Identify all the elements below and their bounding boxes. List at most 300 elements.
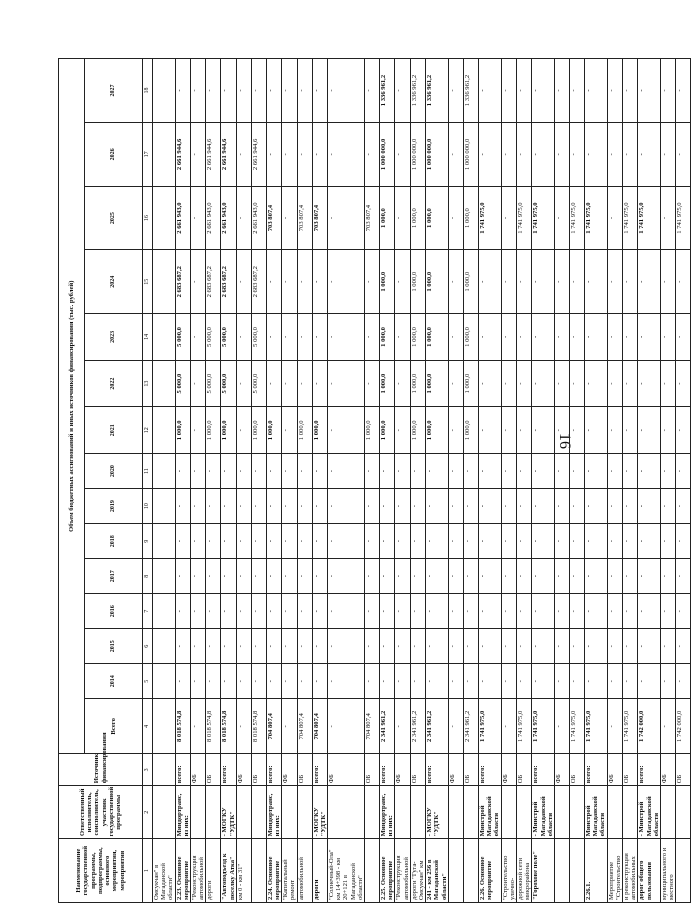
program-name-cell: "Реконструкция автомобильной xyxy=(395,839,410,903)
year-value-cell: - xyxy=(448,454,463,489)
source-cell: всего: xyxy=(426,754,449,786)
year-value-cell: - xyxy=(312,524,327,559)
year-value-cell: - xyxy=(478,314,501,361)
year-value-cell: 2 683 687,2 xyxy=(206,250,221,314)
header-year: 2021 xyxy=(85,407,143,454)
year-value-cell: - xyxy=(532,360,555,407)
year-value-cell: - xyxy=(501,629,516,664)
year-value-cell: - xyxy=(569,629,584,664)
executor-cell xyxy=(554,786,569,839)
year-value-cell: - xyxy=(206,664,221,699)
year-value-cell: - xyxy=(448,407,463,454)
year-value-cell: - xyxy=(516,524,531,559)
year-value-cell xyxy=(153,559,176,594)
year-value-cell xyxy=(153,407,176,454)
year-value-cell: - xyxy=(607,454,622,489)
year-value-cell: - xyxy=(607,629,622,664)
year-value-cell: 5 000,0 xyxy=(221,360,236,407)
year-value-cell: 703 807,4 xyxy=(365,186,380,250)
year-value-cell: - xyxy=(638,250,661,314)
total-cell: 1 741 975,0 xyxy=(569,699,584,754)
year-value-cell: - xyxy=(501,454,516,489)
table-row xyxy=(312,59,327,903)
year-value-cell: - xyxy=(554,250,569,314)
source-cell: ОБ xyxy=(463,754,478,786)
year-value-cell: - xyxy=(638,59,661,123)
year-value-cell: 2 661 944,6 xyxy=(206,123,221,187)
year-value-cell: - xyxy=(569,59,584,123)
header-year: 2026 xyxy=(85,123,143,187)
year-value-cell: - xyxy=(191,59,206,123)
year-value-cell: - xyxy=(380,559,395,594)
year-value-cell: - xyxy=(622,664,637,699)
year-value-cell: 5 000,0 xyxy=(175,360,190,407)
year-value-cell: 2 661 943,0 xyxy=(221,186,236,250)
year-value-cell: - xyxy=(365,123,380,187)
executor-cell: - МОГКУ "УДТК" xyxy=(312,786,327,839)
year-value-cell: - xyxy=(236,594,251,629)
year-value-cell: - xyxy=(297,489,312,524)
year-value-cell: - xyxy=(569,250,584,314)
year-value-cell: 5 000,0 xyxy=(251,360,266,407)
source-cell: ФБ xyxy=(328,754,365,786)
year-value-cell: - xyxy=(638,524,661,559)
year-value-cell: 1 741 975,0 xyxy=(584,186,607,250)
year-value-cell: - xyxy=(676,59,691,123)
executor-cell: Миндортранс, из них: xyxy=(380,786,395,839)
year-value-cell: - xyxy=(554,524,569,559)
year-value-cell: - xyxy=(463,559,478,594)
year-value-cell: - xyxy=(365,59,380,123)
year-value-cell: - xyxy=(191,664,206,699)
year-value-cell: 1 000,0 xyxy=(365,407,380,454)
year-value-cell: 1 000,0 xyxy=(463,314,478,361)
total-cell: 2 341 961,2 xyxy=(380,699,395,754)
year-value-cell: - xyxy=(328,664,365,699)
year-value-cell: - xyxy=(365,524,380,559)
year-value-cell: - xyxy=(622,524,637,559)
year-value-cell: - xyxy=(251,559,266,594)
year-value-cell: - xyxy=(607,186,622,250)
executor-cell xyxy=(191,786,206,839)
year-value-cell: - xyxy=(516,59,531,123)
program-name-cell: 2.26.1. xyxy=(584,839,607,903)
year-value-cell: - xyxy=(607,664,622,699)
column-number: 3 xyxy=(143,754,153,786)
year-value-cell: - xyxy=(622,360,637,407)
header-year: 2023 xyxy=(85,314,143,361)
year-value-cell: - xyxy=(532,407,555,454)
program-name-cell: км 0 - км 31" xyxy=(236,839,251,903)
total-cell: - xyxy=(191,699,206,754)
year-value-cell: 1 000,0 xyxy=(266,407,281,454)
page-number: 16 xyxy=(556,433,573,449)
year-value-cell: - xyxy=(328,314,365,361)
column-number: 6 xyxy=(143,629,153,664)
rotated-table-container xyxy=(58,58,684,903)
year-value-cell: - xyxy=(328,524,365,559)
year-value-cell: - xyxy=(282,559,297,594)
year-value-cell: - xyxy=(554,664,569,699)
year-value-cell: - xyxy=(221,59,236,123)
year-value-cell: - xyxy=(191,594,206,629)
year-value-cell: - xyxy=(426,454,449,489)
executor-cell xyxy=(328,786,365,839)
year-value-cell: - xyxy=(395,59,410,123)
year-value-cell: 1 741 975,0 xyxy=(516,186,531,250)
year-value-cell: 1 741 975,0 xyxy=(638,186,661,250)
year-value-cell: - xyxy=(236,559,251,594)
year-value-cell: - xyxy=(660,629,675,664)
header-year: 2024 xyxy=(85,250,143,314)
year-value-cell: - xyxy=(584,314,607,361)
year-value-cell: - xyxy=(448,559,463,594)
year-value-cell: - xyxy=(395,123,410,187)
total-cell: 1 741 975,0 xyxy=(478,699,501,754)
source-cell: ФБ xyxy=(607,754,622,786)
program-name-cell: "Автоподъезд к поселку Атка" xyxy=(221,839,236,903)
year-value-cell: - xyxy=(175,594,190,629)
year-value-cell: - xyxy=(266,454,281,489)
year-value-cell: - xyxy=(191,250,206,314)
total-cell: 704 807,4 xyxy=(365,699,380,754)
year-value-cell: - xyxy=(516,664,531,699)
program-name-cell: "Солнечный-Ола" км 14+398 - км 20+121 в Магаданской области" xyxy=(328,839,365,903)
year-value-cell: - xyxy=(282,360,297,407)
year-value-cell: - xyxy=(282,524,297,559)
year-value-cell: - xyxy=(312,489,327,524)
year-value-cell: - xyxy=(297,314,312,361)
executor-cell xyxy=(448,786,463,839)
year-value-cell xyxy=(153,594,176,629)
source-cell xyxy=(153,754,176,786)
executor-cell xyxy=(676,786,691,839)
year-value-cell: - xyxy=(569,407,584,454)
column-number: 18 xyxy=(143,59,153,123)
year-value-cell: - xyxy=(638,454,661,489)
year-value-cell: 2 683 687,2 xyxy=(251,250,266,314)
year-value-cell: 1 000,0 xyxy=(312,407,327,454)
year-value-cell: - xyxy=(501,123,516,187)
year-value-cell: 1 741 975,0 xyxy=(676,186,691,250)
program-name-cell: дороги xyxy=(206,839,221,903)
year-value-cell: 2 661 944,6 xyxy=(251,123,266,187)
year-value-cell: - xyxy=(282,594,297,629)
executor-cell xyxy=(622,786,637,839)
year-value-cell: - xyxy=(463,489,478,524)
year-value-cell: - xyxy=(584,407,607,454)
column-number: 16 xyxy=(143,186,153,250)
year-value-cell: - xyxy=(478,559,501,594)
year-value-cell: - xyxy=(410,559,425,594)
header-year: 2017 xyxy=(85,559,143,594)
year-value-cell: - xyxy=(478,407,501,454)
year-value-cell: - xyxy=(191,186,206,250)
year-value-cell: - xyxy=(638,664,661,699)
program-name-cell xyxy=(569,839,584,903)
total-cell: 1 741 975,0 xyxy=(622,699,637,754)
year-value-cell: - xyxy=(282,489,297,524)
year-value-cell: - xyxy=(676,664,691,699)
source-cell: ОБ xyxy=(516,754,531,786)
year-value-cell: - xyxy=(554,314,569,361)
year-value-cell: - xyxy=(282,664,297,699)
program-name-cell: "Горохове поле" xyxy=(532,839,555,903)
year-value-cell: - xyxy=(251,489,266,524)
year-value-cell: - xyxy=(569,123,584,187)
table-row xyxy=(676,59,691,903)
year-value-cell: - xyxy=(266,629,281,664)
year-value-cell: - xyxy=(448,314,463,361)
year-value-cell: - xyxy=(638,559,661,594)
year-value-cell: - xyxy=(501,559,516,594)
year-value-cell: - xyxy=(236,250,251,314)
year-value-cell: - xyxy=(175,454,190,489)
program-name-cell: 241 - км 256 в Магаданской области" xyxy=(426,839,449,903)
program-name-cell xyxy=(463,839,478,903)
year-value-cell: - xyxy=(638,629,661,664)
year-value-cell xyxy=(153,360,176,407)
year-value-cell: - xyxy=(478,664,501,699)
header-year: 2019 xyxy=(85,489,143,524)
year-value-cell: 1 000,0 xyxy=(410,314,425,361)
year-value-cell xyxy=(153,250,176,314)
source-cell: ОБ xyxy=(251,754,266,786)
column-number-row xyxy=(143,59,153,903)
year-value-cell: - xyxy=(478,594,501,629)
header-year: 2016 xyxy=(85,594,143,629)
year-value-cell: - xyxy=(236,664,251,699)
year-value-cell: - xyxy=(569,559,584,594)
year-value-cell: - xyxy=(426,594,449,629)
column-number: 2 xyxy=(143,786,153,839)
year-value-cell: - xyxy=(676,559,691,594)
year-value-cell: - xyxy=(516,407,531,454)
year-value-cell: - xyxy=(448,186,463,250)
year-value-cell: - xyxy=(221,594,236,629)
year-value-cell: - xyxy=(532,664,555,699)
total-cell: 1 742 000,0 xyxy=(638,699,661,754)
program-name-cell xyxy=(554,839,569,903)
table-row xyxy=(478,59,501,903)
year-value-cell: - xyxy=(395,524,410,559)
table-row xyxy=(365,59,380,903)
year-value-cell xyxy=(153,524,176,559)
year-value-cell: - xyxy=(328,186,365,250)
total-cell: - xyxy=(554,699,569,754)
year-value-cell: - xyxy=(607,407,622,454)
year-value-cell: 1 000,0 xyxy=(175,407,190,454)
year-value-cell: - xyxy=(380,629,395,664)
year-value-cell: - xyxy=(448,629,463,664)
year-value-cell: 1 000,0 xyxy=(426,314,449,361)
year-value-cell: - xyxy=(660,360,675,407)
year-value-cell: - xyxy=(236,314,251,361)
executor-cell xyxy=(282,786,297,839)
total-cell: 8 018 574,8 xyxy=(206,699,221,754)
source-cell: ФБ xyxy=(236,754,251,786)
header-year: 2014 xyxy=(85,664,143,699)
program-name-cell: дорожной сети микрорайона xyxy=(516,839,531,903)
executor-cell xyxy=(660,786,675,839)
table-row xyxy=(236,59,251,903)
year-value-cell: - xyxy=(660,664,675,699)
total-cell: 2 341 961,2 xyxy=(426,699,449,754)
year-value-cell: - xyxy=(266,594,281,629)
year-value-cell: - xyxy=(236,186,251,250)
year-value-cell: - xyxy=(365,559,380,594)
year-value-cell: - xyxy=(175,489,190,524)
year-value-cell: - xyxy=(312,664,327,699)
year-value-cell: - xyxy=(584,664,607,699)
year-value-cell: - xyxy=(328,559,365,594)
year-value-cell: - xyxy=(607,314,622,361)
year-value-cell: - xyxy=(297,664,312,699)
year-value-cell: - xyxy=(236,407,251,454)
year-value-cell: - xyxy=(478,250,501,314)
total-cell: 2 341 961,2 xyxy=(410,699,425,754)
year-value-cell: - xyxy=(622,594,637,629)
year-value-cell: - xyxy=(638,314,661,361)
year-value-cell: - xyxy=(251,594,266,629)
year-value-cell: - xyxy=(266,59,281,123)
source-cell: ФБ xyxy=(395,754,410,786)
year-value-cell: 1 000,0 xyxy=(380,407,395,454)
year-value-cell: 5 000,0 xyxy=(175,314,190,361)
year-value-cell: 1 000,0 xyxy=(410,407,425,454)
year-value-cell: 2 661 944,6 xyxy=(221,123,236,187)
year-value-cell: 1 000,0 xyxy=(410,186,425,250)
year-value-cell: - xyxy=(221,454,236,489)
column-number: 11 xyxy=(143,454,153,489)
year-value-cell: - xyxy=(328,454,365,489)
year-value-cell: - xyxy=(297,360,312,407)
year-value-cell: - xyxy=(501,407,516,454)
total-cell: 2 341 961,2 xyxy=(463,699,478,754)
year-value-cell: - xyxy=(297,59,312,123)
year-value-cell: - xyxy=(206,594,221,629)
year-value-cell: - xyxy=(532,559,555,594)
program-name-cell: дороги xyxy=(312,839,327,903)
year-value-cell: - xyxy=(410,524,425,559)
year-value-cell: 1 000,0 xyxy=(426,186,449,250)
program-name-cell: 2.26. Основное мероприятие xyxy=(478,839,501,903)
year-value-cell: - xyxy=(312,594,327,629)
year-value-cell: 1 000,0 xyxy=(463,186,478,250)
year-value-cell: - xyxy=(584,594,607,629)
year-value-cell: 1 741 975,0 xyxy=(532,186,555,250)
year-value-cell: - xyxy=(297,250,312,314)
year-value-cell: - xyxy=(380,524,395,559)
year-value-cell: - xyxy=(607,489,622,524)
source-cell: ФБ xyxy=(501,754,516,786)
year-value-cell: - xyxy=(660,59,675,123)
year-value-cell: 1 000,0 xyxy=(251,407,266,454)
year-value-cell: - xyxy=(660,250,675,314)
table-row xyxy=(516,59,531,903)
total-cell: - xyxy=(607,699,622,754)
year-value-cell: - xyxy=(297,454,312,489)
year-value-cell: - xyxy=(622,59,637,123)
column-number: 5 xyxy=(143,664,153,699)
source-cell: всего: xyxy=(638,754,661,786)
year-value-cell: - xyxy=(532,123,555,187)
year-value-cell: - xyxy=(676,123,691,187)
year-value-cell: - xyxy=(622,559,637,594)
year-value-cell: - xyxy=(221,489,236,524)
year-value-cell: - xyxy=(554,559,569,594)
source-cell: всего: xyxy=(266,754,281,786)
year-value-cell: 1 000,0 xyxy=(463,360,478,407)
year-value-cell: - xyxy=(266,559,281,594)
year-value-cell: - xyxy=(448,59,463,123)
year-value-cell: - xyxy=(516,250,531,314)
total-cell: - xyxy=(395,699,410,754)
year-value-cell: - xyxy=(175,559,190,594)
year-value-cell: - xyxy=(448,594,463,629)
year-value-cell: 1 336 961,2 xyxy=(463,59,478,123)
year-value-cell: - xyxy=(501,594,516,629)
year-value-cell: - xyxy=(426,629,449,664)
year-value-cell: - xyxy=(501,314,516,361)
year-value-cell: - xyxy=(365,489,380,524)
year-value-cell: - xyxy=(554,454,569,489)
year-value-cell: 2 661 943,0 xyxy=(206,186,221,250)
table-row xyxy=(328,59,365,903)
year-value-cell: - xyxy=(206,489,221,524)
table-row xyxy=(175,59,190,903)
year-value-cell: - xyxy=(660,594,675,629)
year-value-cell: - xyxy=(206,454,221,489)
year-value-cell: - xyxy=(191,559,206,594)
table-row xyxy=(251,59,266,903)
year-value-cell: - xyxy=(175,524,190,559)
year-value-cell: - xyxy=(676,594,691,629)
year-value-cell: - xyxy=(426,524,449,559)
year-value-cell xyxy=(153,123,176,187)
year-value-cell: - xyxy=(328,629,365,664)
year-value-cell: - xyxy=(554,123,569,187)
year-value-cell: - xyxy=(365,629,380,664)
year-value-cell: - xyxy=(282,454,297,489)
source-cell: ОБ xyxy=(622,754,637,786)
year-value-cell: 2 683 687,2 xyxy=(175,250,190,314)
total-cell: - xyxy=(328,699,365,754)
year-value-cell: - xyxy=(622,489,637,524)
year-value-cell: - xyxy=(622,314,637,361)
year-value-cell: 1 000,0 xyxy=(463,250,478,314)
year-value-cell: - xyxy=(328,594,365,629)
table-row xyxy=(221,59,236,903)
year-value-cell: 5 000,0 xyxy=(206,360,221,407)
executor-cell xyxy=(365,786,380,839)
year-value-cell: - xyxy=(622,407,637,454)
year-value-cell: - xyxy=(622,250,637,314)
year-value-cell: - xyxy=(478,629,501,664)
source-cell: всего: xyxy=(380,754,395,786)
program-name-cell xyxy=(676,839,691,903)
year-value-cell: - xyxy=(282,314,297,361)
year-value-cell: - xyxy=(516,360,531,407)
year-value-cell: - xyxy=(266,250,281,314)
source-cell: ФБ xyxy=(660,754,675,786)
year-value-cell: - xyxy=(175,629,190,664)
year-value-cell: - xyxy=(282,407,297,454)
year-value-cell: - xyxy=(584,489,607,524)
year-value-cell: - xyxy=(251,524,266,559)
year-value-cell: - xyxy=(221,629,236,664)
year-value-cell: - xyxy=(380,594,395,629)
